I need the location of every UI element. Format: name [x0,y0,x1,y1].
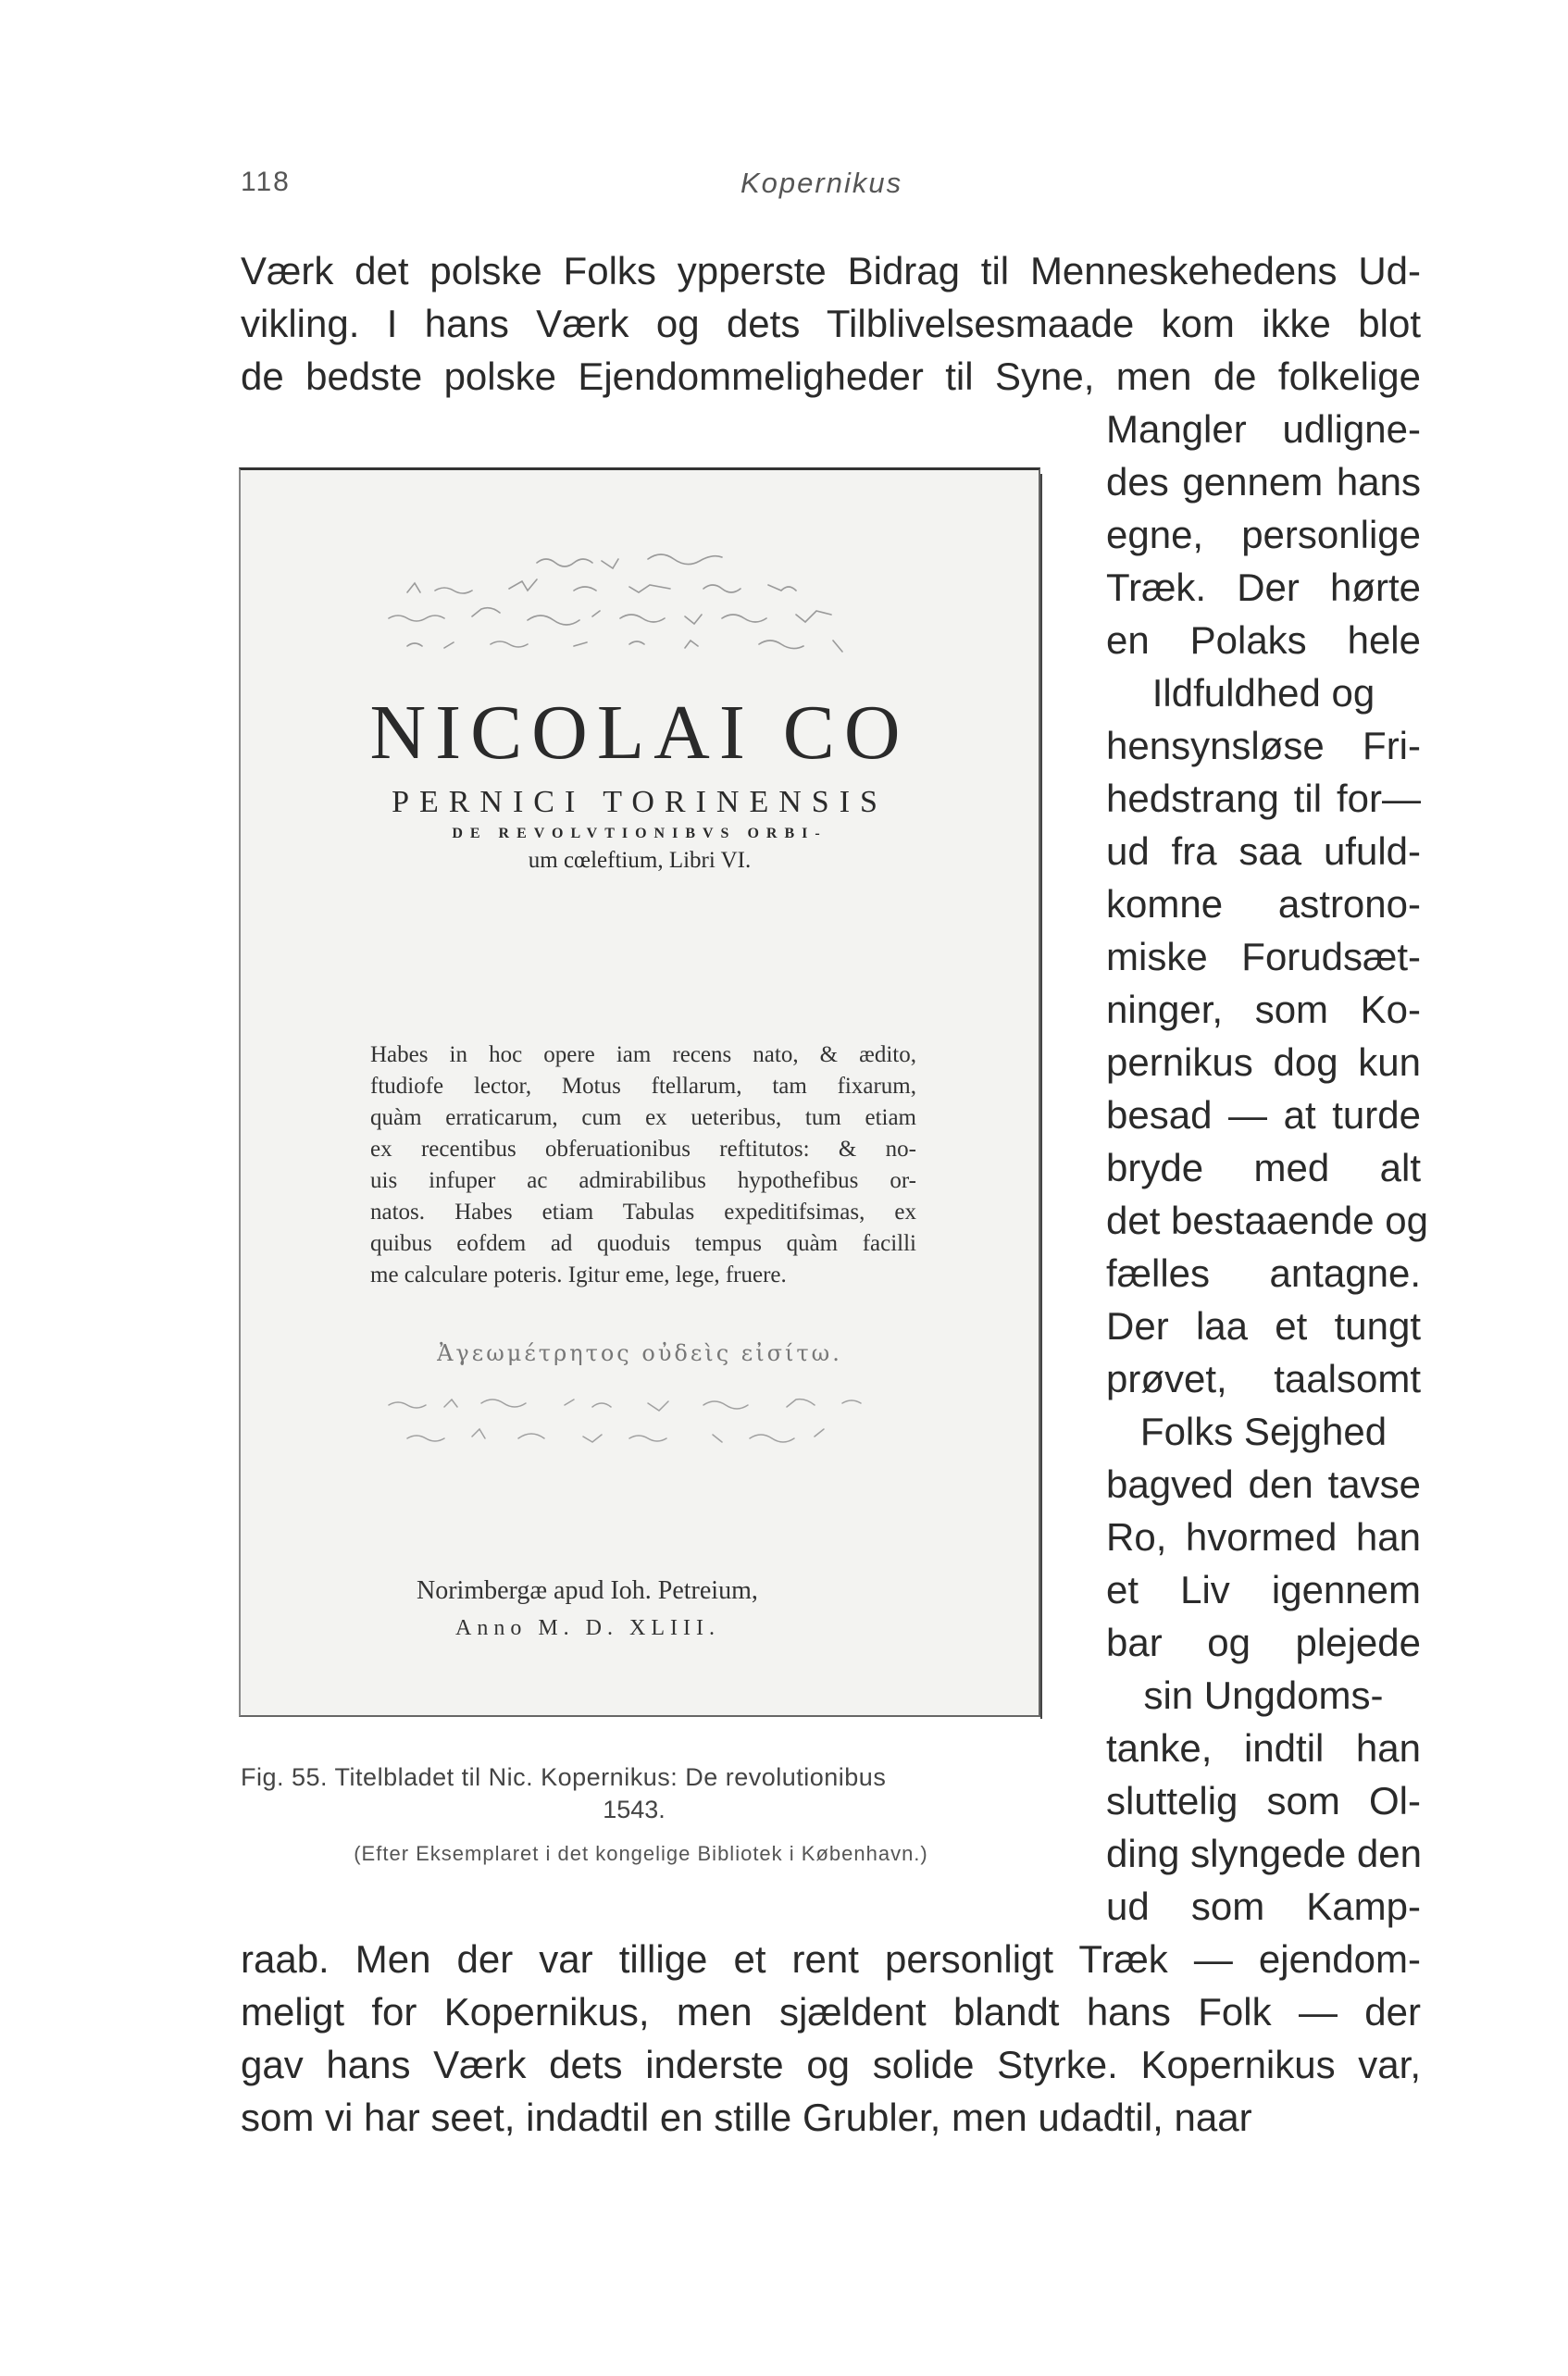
body-line: de bedste polske Ejendommeligheder til Syne, men de folkelige [241,355,1421,398]
blurb-line: ftudiofe lector, Motus ftellarum, tam fixarum, [370,1074,916,1099]
title-page-blurb [370,1039,916,1291]
blurb-line: ex recentibus obferuationibus reftitutos: & no- [370,1137,916,1162]
figure-caption-year: 1543. [603,1796,666,1823]
side-line: ud som Kamp- [1106,1885,1421,1928]
page-number: 118 [241,167,291,197]
side-line: bagved den tavse [1106,1462,1421,1506]
blurb-line: Habes in hoc opere iam recens nato, & ædito, [370,1042,916,1067]
figure-caption: Fig. 55. Titelbladet til Nic. Kopernikus: De revolutionibus [241,1763,887,1791]
body-line: som vi har seet, indadtil en stille Grubler, men udadtil, naar [241,2096,1252,2139]
blurb-line: quibus eofdem ad quoduis tempus quàm facilli [370,1231,916,1256]
blurb-line: me calculare poteris. Igitur eme, lege, fruere. [370,1263,787,1288]
running-head [241,167,1425,204]
side-line: pernikus dog kun [1106,1040,1421,1084]
side-line: tanke, indtil han [1106,1726,1421,1770]
body-line: meligt for Kopernikus, men sjældent blandt hans Folk — der [241,1990,1421,2034]
side-line: prøvet, taalsomt [1106,1357,1421,1400]
body-line: Værk det polske Folks ypperste Bidrag til Menneskehedens Ud- [241,249,1421,292]
handwriting-scribble [352,544,926,674]
side-line: Folks Sejghed [1139,1410,1388,1453]
side-line: hedstrang til for— [1106,777,1421,820]
title-page-motto: Ἀγεωμέτρητος οὐδεὶς εἰσίτω. [437,1340,842,1366]
title-page-author: NICOLAI CO [369,690,910,776]
blurb-line: uis infuper ac admirabilibus hypothefibus or- [370,1168,916,1193]
side-line: fælles antagne. [1106,1251,1421,1295]
side-line: Mangler udligne- [1106,407,1421,451]
side-line: miske Forudsæt- [1106,935,1421,978]
title-page-work: DE REVOLVTIONIBVS ORBI- [452,826,828,841]
side-line: bryde med alt [1106,1146,1421,1189]
handwriting-scribble-lower [380,1387,898,1461]
running-title: Kopernikus [740,167,903,199]
side-line: ud fra saa ufuld- [1106,829,1421,873]
side-line: hensynsløse Fri- [1106,724,1421,767]
side-line: sluttelig som Ol- [1106,1779,1421,1822]
side-line: Ro, hvormed han [1106,1515,1421,1559]
side-line: ninger, som Ko- [1106,988,1421,1031]
side-line: besad — at turde [1106,1093,1421,1137]
side-line: egne, personlige [1106,513,1421,556]
side-line: det bestaaende og [1106,1199,1428,1242]
title-page-author-2: PERNICI TORINENSIS [392,785,888,819]
side-line: Der laa et tungt [1106,1304,1421,1348]
side-line: bar og plejede [1106,1621,1421,1664]
title-page-work-2: um cœleftium, Libri VI. [528,848,752,873]
side-line: en Polaks hele [1106,618,1421,662]
side-line: ding slyngede den [1106,1832,1422,1875]
side-line: des gennem hans [1106,460,1421,504]
blurb-line: quàm erraticarum, cum ex ueteribus, tum etiam [370,1105,916,1130]
figure-credit: (Efter Eksemplaret i det kongelige Bibliotek i København.) [354,1842,928,1865]
body-line: gav hans Værk dets inderste og solide Styrke. Kopernikus var, [241,2043,1421,2086]
body-line: vikling. I hans Værk og dets Tilblivelsesmaade kom ikke blot [241,302,1421,345]
side-line: Træk. Der hørte [1106,566,1421,609]
side-line: komne astrono- [1106,882,1421,926]
blurb-line: natos. Habes etiam Tabulas expeditifsimas, ex [370,1200,916,1225]
title-page-date: Anno M. D. XLIII. [455,1616,720,1640]
title-page-figure [239,467,1040,1717]
title-page-imprint: Norimbergæ apud Ioh. Petreium, [417,1576,758,1605]
side-line: sin Ungdoms- [1143,1673,1384,1717]
body-line: raab. Men der var tillige et rent personligt Træk — ejendom- [241,1937,1421,1981]
side-line: et Liv igennem [1106,1568,1421,1611]
side-line: Ildfuldhed og [1151,671,1375,715]
